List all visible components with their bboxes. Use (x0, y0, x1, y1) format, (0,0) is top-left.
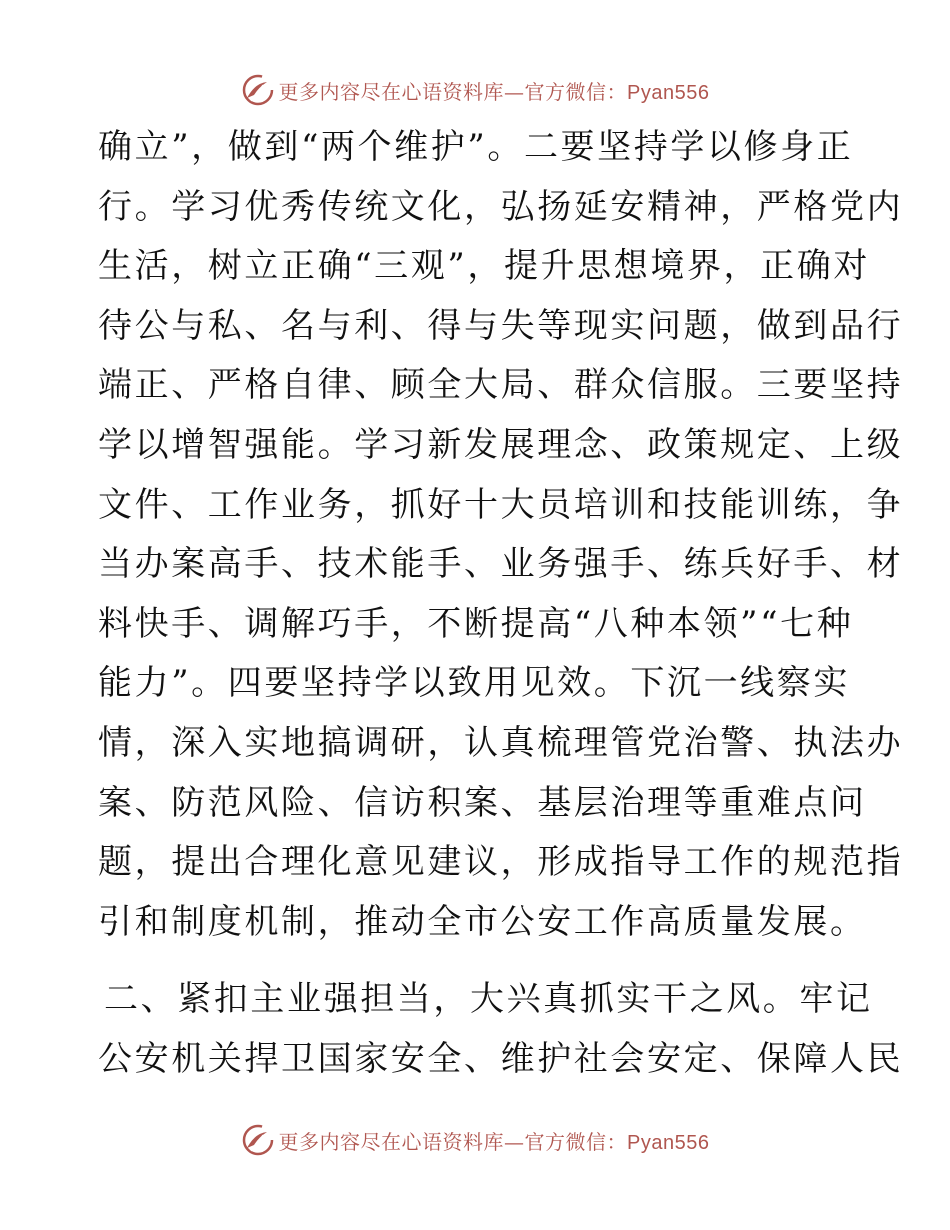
text-line: 题，提出合理化意见建议，形成指导工作的规范指 (98, 842, 904, 883)
banner-slogan: 更多内容尽在心语资料库—官方微信： (278, 79, 628, 104)
wechat-id: Pyan556 (627, 81, 710, 104)
text-line: 公安机关捍卫国家安全、维护社会安定、保障人民 (98, 1038, 904, 1079)
text-line: 端正、严格自律、顾全大局、群众信服。三要坚持 (98, 365, 904, 406)
stylized-pen-logo-icon (241, 1123, 275, 1157)
text-line: 确立”，做到“两个维护”。二要坚持学以修身正 (98, 127, 854, 167)
text-line: 文件、工作业务，抓好十大员培训和技能训练，争 (98, 484, 904, 525)
text-line: 案、防范风险、信访积案、基层治理等重难点问 (98, 782, 867, 823)
text-line: 情，深入实地搞调研，认真梳理管党治警、执法办 (98, 722, 904, 763)
document-body (98, 118, 904, 1090)
banner-text (279, 1126, 710, 1155)
banner-text (279, 76, 710, 105)
banner-slogan: 更多内容尽在心语资料库—官方微信： (278, 1129, 628, 1154)
paragraph (98, 970, 904, 1089)
paragraph (98, 118, 904, 952)
text-line: 学以增智强能。学习新发展理念、政策规定、上级 (98, 424, 904, 465)
header-banner (0, 70, 950, 110)
wechat-id: Pyan556 (627, 1131, 710, 1154)
footer-banner (0, 1120, 950, 1160)
text-line: 能力”。四要坚持学以致用见效。下沉一线察实 (98, 663, 850, 704)
text-line: 行。学习优秀传统文化，弘扬延安精神，严格党内 (98, 186, 904, 227)
stylized-pen-logo-icon (241, 73, 275, 107)
text-line: 料快手、调解巧手，不断提高“八种本领”“七种 (98, 603, 854, 644)
text-line: 待公与私、名与利、得与失等现实问题，做到品行 (98, 305, 904, 346)
text-line: 当办案高手、技术能手、业务强手、练兵好手、材 (98, 544, 904, 585)
section-heading-line: 二、紧扣主业强担当，大兴真抓实干之风。牢记 (104, 979, 873, 1020)
text-line: 引和制度机制，推动全市公安工作高质量发展。 (98, 901, 867, 942)
text-line: 生活，树立正确“三观”，提升思想境界，正确对 (98, 246, 870, 287)
